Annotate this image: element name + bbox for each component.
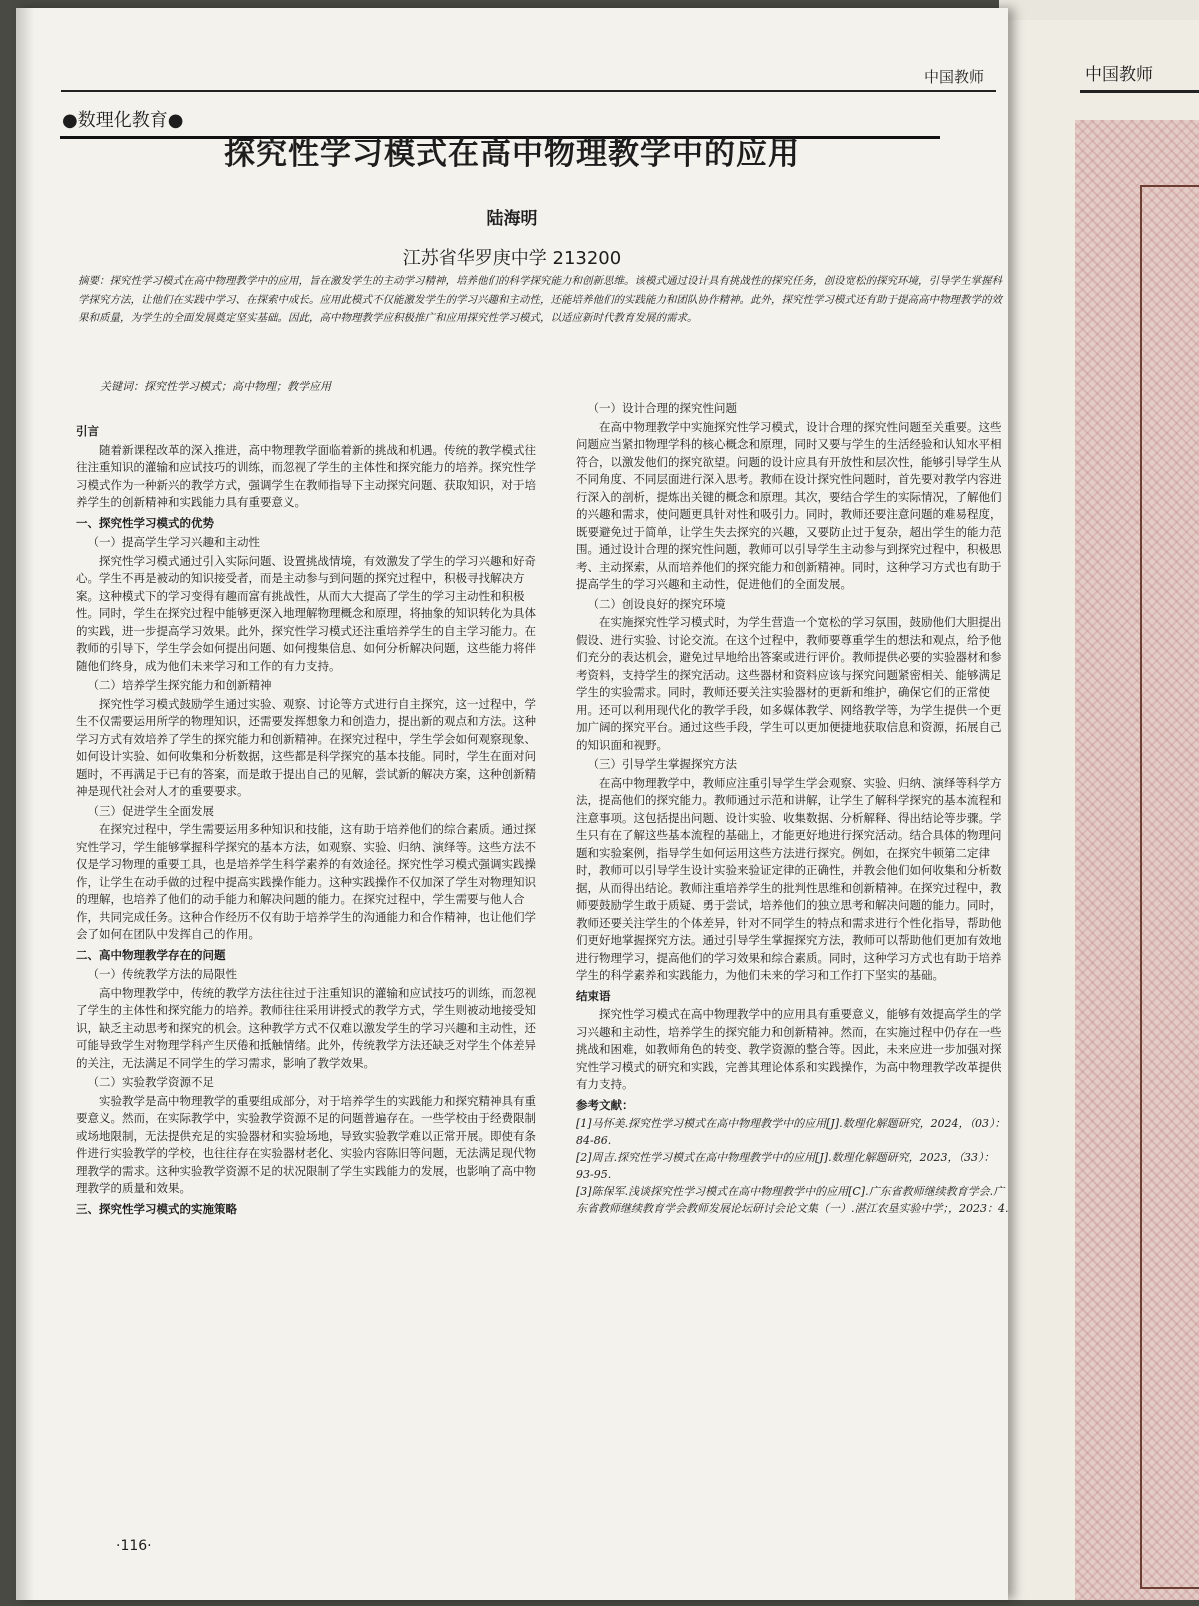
subheading-2-1: （一）传统教学方法的局限性 — [87, 967, 237, 981]
heading-3: 三、探究性学习模式的实施策略 — [76, 1201, 237, 1216]
journal-page — [16, 8, 1008, 1600]
paragraph-3-3: 在高中物理教学中，教师应注重引导学生学会观察、实验、归纳、演绎等科学方法，提高他们的探究能力。教师通过示范和讲解，让学生了解科学探究的基本流程和注意事项。这包括提出问题、设计实验、收集数据、分析解释、得出结论等步骤。学生只有在了解这些基本流程的基础上，才能更好地进行探究活动。结合具体的物理问题和实验案例，指导学生如何运用这些方法进行探究。例如，在探究牛顿第二定律时，教师可以引导学生设计实验来验证定律的正确性，并教会他们如何收集和分析数据，从而得出结论。教师注重培养学生的批判性思维和创新精神。在探究过程中，教师要鼓励学生敢于质疑、勇于尝试，培养他们的独立思考和解决问题的能力。同时，教师还要关注学生的个体差异，针对不同学生的特点和需求进行个性化指导，帮助他们更好地掌握探究方法。通过引导学生掌握探究方法，教师可以帮助他们更加有效地进行物理学习，提高他们的学习效果和综合素质。同时，这种学习方式也有助于培养学生的科学素养和实践能力，为他们未来的学习和工作打下坚实的基础。 — [576, 775, 1002, 982]
subheading-1-3: （三）促进学生全面发展 — [87, 803, 214, 818]
article-title: 探究性学习模式在高中物理教学中的应用 — [224, 136, 800, 172]
subheading-3-1: （一）设计合理的探究性问题 — [587, 401, 737, 415]
conclusion-paragraph: 探究性学习模式在高中物理教学中的应用具有重要意义，能够有效提高学生的学习兴趣和主动性，培养学生的探究能力和创新精神。然而，在实施过程中仍存在一些挑战和困难，如教师角色的转变、教学资源的整合等。因此，未来应进一步加强对探究性学习模式的研究和实践，完善其理论体系和实践操作，为高中物理教学改革提供有力支持。 — [576, 1007, 1002, 1091]
header-rule — [61, 90, 996, 92]
paragraph-3-1: 在高中物理教学中实施探究性学习模式，设计合理的探究性问题至关重要。这些问题应当紧扣物理学科的核心概念和原理，同时又要与学生的生活经验和认知水平相符合，以激发他们的探究欲望。问题的设计应具有开放性和层次性，能够引导学生从不同角度、不同层面进行深入思考。教师在设计探究性问题时，首先要对教学内容进行深入的剖析，提炼出关键的概念和原理。其次，要结合学生的实际情况，了解他们的兴趣和需求，使问题更具针对性和吸引力。同时，教师还要注意问题的难易程度，既要避免过于简单，让学生失去探究的兴趣，又要防止过于复杂，超出学生的能力范围。通过设计合理的探究性问题，教师可以引导学生主动参与到探究过程中，积极思考、主动探索，从而培养他们的探究能力和创新精神。同时，这种学习方式也有助于提高学生的学习兴趣和主动性，促进他们的全面发展。 — [576, 419, 1002, 591]
article-author: 陆海明 — [486, 209, 538, 229]
right-column — [576, 398, 1012, 1606]
heading-2: 二、高中物理教学存在的问题 — [76, 947, 226, 962]
journal-header: 中国教师 — [924, 68, 985, 86]
author-affiliation: 江苏省华罗庚中学 213200 — [402, 248, 622, 269]
subheading-3-3: （三）引导学生掌握探究方法 — [587, 757, 737, 771]
article-abstract: 摘要：探究性学习模式在高中物理教学中的应用，旨在激发学生的主动学习精神，培养他们的科学探究能力和创新思维。该模式通过设计具有挑战性的探究任务，创设宽松的探究环境，引导学生掌握科学探究方法，让他们在实践中学习、在探索中成长。应用此模式不仅能激发学生的学习兴趣和主动性，还能培养他们的实践能力和团队协作精神。此外，探究性学习模式还有助于提高高中物理教学的效果和质量，为学生的全面发展奠定坚实基础。因此，高中物理教学应积极推广和应用探究性学习模式，以适应新时代教育发展的需求。 — [78, 275, 1002, 324]
paragraph-1-2: 探究性学习模式鼓励学生通过实验、观察、讨论等方式进行自主探究，这一过程中，学生不仅需要运用所学的物理知识，还需要发挥想象力和创造力，提出新的观点和方法。这种学习方式有效培养了学生的探究能力和创新精神。在探究过程中，学生学会如何观察现象、如何设计实验、如何收集和分析数据，这些都是科学探究的基本技能。同时，学生在面对问题时，不再满足于已有的答案，而是敢于提出自己的见解，尝试新的解决方案，这种创新精神是现代社会对人才的重要要求。 — [76, 696, 536, 798]
section-tag: ●数理化教育● — [62, 110, 184, 131]
reference-2: [2]周吉.探究性学习模式在高中物理教学中的应用[J].数理化解题研究，2023，（33）：93-95. — [576, 1151, 995, 1181]
reference-1: [1]马怀美.探究性学习模式在高中物理教学中的应用[J].数理化解题研究，2024，（03）：84-86. — [576, 1117, 1006, 1147]
page-number: ·116· — [116, 1538, 152, 1554]
left-column — [76, 420, 546, 1500]
references-heading: 参考文献： — [576, 1097, 634, 1112]
reference-3: [3]陈保军.浅谈探究性学习模式在高中物理教学中的应用[C].广东省教师继续教育学会.广东省教师继续教育学会教师发展论坛研讨会论文集（一）.湛江农垦实验中学；，2023：4. — [576, 1185, 1009, 1215]
paragraph-3-2: 在实施探究性学习模式时，为学生营造一个宽松的学习氛围，鼓励他们大胆提出假设、进行实验、讨论交流。在这个过程中，教师要尊重学生的想法和观点，给予他们充分的表达机会，避免过早地给出答案或进行评价。教师提供必要的实验器材和参考资料，支持学生的探究活动。这些器材和资料应该与探究问题紧密相关、能够满足学生的实验需求。同时，教师还要关注实验器材的更新和维护，确保它们的正常使用。还可以利用现代化的教学手段，如多媒体教学、网络教学等，为学生提供一个更加广阔的探究平台。通过这些手段，学生可以更加便捷地获取信息和资源，拓展自己的知识面和视野。 — [576, 615, 1002, 752]
next-page-journal-header: 中国教师 — [1085, 65, 1153, 85]
heading-1: 一、探究性学习模式的优势 — [76, 515, 214, 530]
paragraph-2-1: 高中物理教学中，传统的教学方法往往过于注重知识的灌输和应试技巧的训练，而忽视了学生的主体性和探究能力的培养。教师往往采用讲授式的教学方式，学生则被动地接受知识，缺乏主动思考和探究的机会。这种教学方式不仅难以激发学生的学习兴趣和主动性，还可能导致学生对物理学科产生厌倦和抵触情绪。此外，传统教学方法还缺乏对学生个体差异的关注，无法满足不同学生的学习需求，影响了教学效果。 — [76, 985, 536, 1070]
paragraph-1-3: 在探究过程中，学生需要运用多种知识和技能，这有助于培养他们的综合素质。通过探究性学习，学生能够掌握科学探究的基本方法，如观察、实验、归纳、演绎等。这些方法不仅是学习物理的重要工具，也是培养学生科学素养的有效途径。探究性学习模式强调实践操作，让学生在动手做的过程中提高实践操作能力。这种实践操作不仅加深了学生对物理知识的理解，也培养了他们的动手能力和解决问题的能力。在探究过程中，学生需要与他人合作，共同完成任务。这种合作经历不仅有助于培养学生的沟通能力和合作精神，也让他们学会了如何在团队中发挥自己的作用。 — [76, 822, 536, 941]
article-keywords: 关键词：探究性学习模式；高中物理；教学应用 — [100, 380, 331, 393]
conclusion-heading: 结束语 — [576, 988, 611, 1003]
next-page-header-rule — [1080, 90, 1199, 93]
certificate-paper — [1075, 120, 1199, 1600]
certificate-border — [1140, 185, 1199, 1589]
paragraph-1-1: 探究性学习模式通过引入实际问题、设置挑战情境，有效激发了学生的学习兴趣和好奇心。学生不再是被动的知识接受者，而是主动参与到问题的探究过程中，积极寻找解决方案。这种模式下的学习变得有趣而富有挑战性，从而大大提高了学生的学习主动性和积极性。同时，学生在探究过程中能够更深入地理解物理概念和原理，将抽象的知识转化为具体的实践，进一步提高学习效果。此外，探究性学习模式还注重培养学生的自主学习能力。在教师的引导下，学生学会如何提出问题、如何搜集信息、如何分析解决问题，这些能力将伴随他们终身，成为他们未来学习和工作的有力支持。 — [76, 553, 536, 673]
intro-paragraph: 随着新课程改革的深入推进，高中物理教学面临着新的挑战和机遇。传统的教学模式往往注重知识的灌输和应试技巧的训练，而忽视了学生的主体性和探究能力的培养。探究性学习模式作为一种新兴的教学方式，强调学生在教师指导下主动探究问题、获取知识，对于培养学生的创新精神和实践能力具有重要意义。 — [76, 442, 536, 509]
intro-heading: 引言 — [76, 424, 99, 438]
subheading-1-1: （一）提高学生学习兴趣和主动性 — [87, 535, 260, 549]
subheading-2-2: （二）实验教学资源不足 — [87, 1075, 214, 1089]
subheading-3-2: （二）创设良好的探究环境 — [587, 596, 726, 611]
paragraph-2-2: 实验教学是高中物理教学的重要组成部分，对于培养学生的实践能力和探究精神具有重要意义。然而，在实际教学中，实验教学资源不足的问题普遍存在。一些学校由于经费限制或场地限制，无法提供充足的实验器材和实验场地，导致实验教学难以正常开展。即使有条件进行实验教学的学校，也往往存在实验器材老化、实验内容陈旧等问题，无法满足现代物理教学的需求。这种实验教学资源不足的状况限制了学生实践能力的发展，也影响了高中物理教学的质量和效果。 — [76, 1093, 536, 1195]
subheading-1-2: （二）培养学生探究能力和创新精神 — [87, 678, 272, 692]
